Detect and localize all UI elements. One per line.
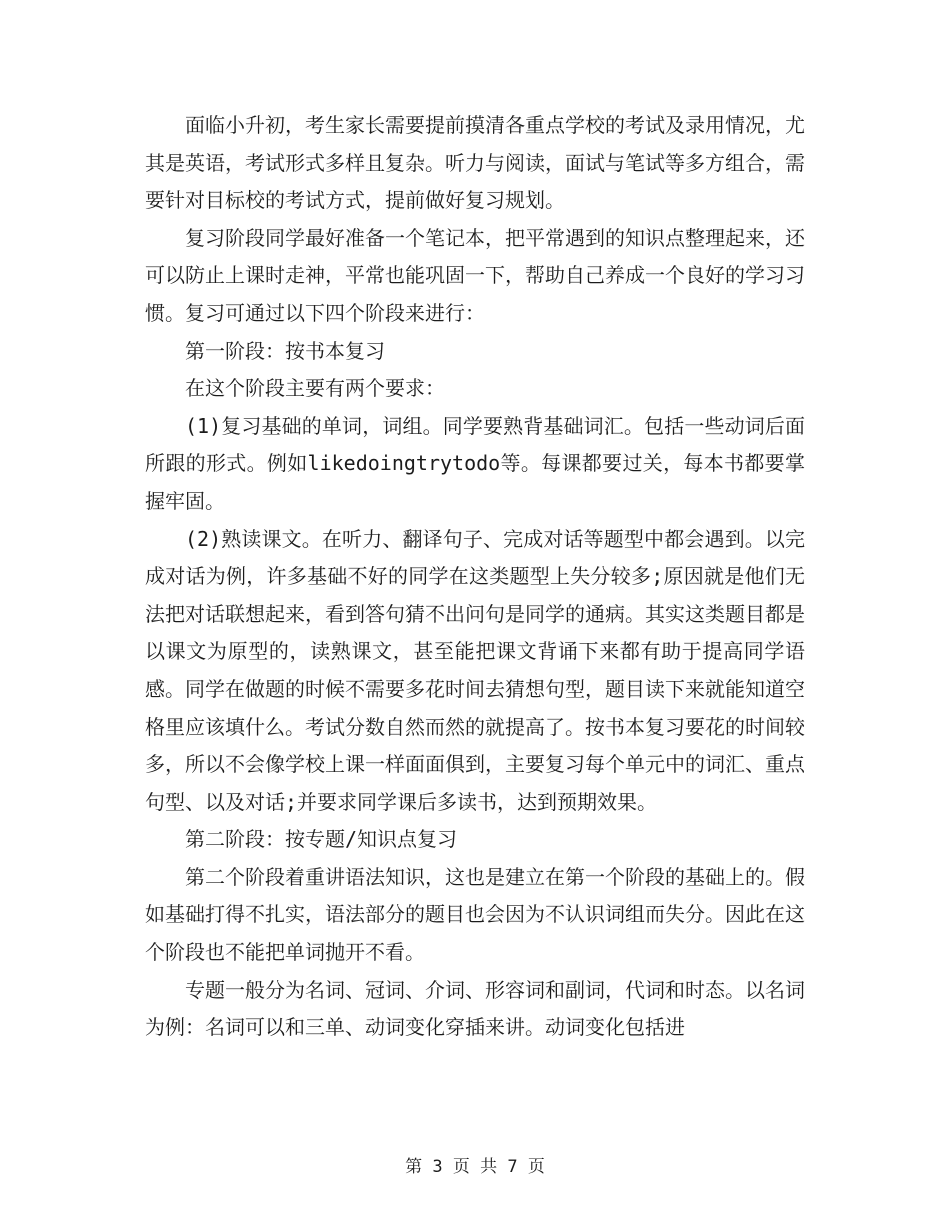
paragraph-requirement-1: (1)复习基础的单词，词组。同学要熟背基础词汇。包括一些动词后面所跟的形式。例如likedoingtrytodo等。每课都要过关，每本书都要掌握牢固。 xyxy=(145,413,805,513)
paragraph-notebook: 复习阶段同学最好准备一个笔记本，把平常遇到的知识点整理起来，还可以防止上课时走神，平常也能巩固一下，帮助自己养成一个良好的学习习惯。复习可通过以下四个阶段来进行： xyxy=(145,225,805,325)
paragraph-two-requirements: 在这个阶段主要有两个要求： xyxy=(185,376,445,401)
paragraph-topics: 专题一般分为名词、冠词、介词、形容词和副词，代词和时态。以名词为例：名词可以和三单、动词变化穿插来讲。动词变化包括进 xyxy=(145,977,805,1040)
paragraph-requirement-2: (2)熟读课文。在听力、翻译句子、完成对话等题型中都会遇到。以完成对话为例，许多基础不好的同学在这类题型上失分较多;原因就是他们无法把对话联想起来，看到答句猜不出问句是同学的通病。其实这类题目都是以课文为原型的，读熟课文，甚至能把课文背诵下来都有助于提高同学语感。同学在做题的时候不需要多花时间去猜想句型，题目读下来就能知道空格里应该填什么。考试分数自然而然的就提高了。按书本复习要花的时间较多，所以不会像学校上课一样面面俱到，主要复习每个单元中的词汇、重点句型、以及对话;并要求同学课后多读书，达到预期效果。 xyxy=(145,526,805,814)
heading-stage-one: 第一阶段：按书本复习 xyxy=(185,338,385,363)
document-body xyxy=(145,107,805,1047)
page-number-footer: 第 3 页 共 7 页 xyxy=(405,1157,545,1177)
paragraph-grammar: 第二个阶段着重讲语法知识，这也是建立在第一个阶段的基础上的。假如基础打得不扎实，语法部分的题目也会因为不认识词组而失分。因此在这个阶段也不能把单词抛开不看。 xyxy=(145,864,805,965)
heading-stage-two: 第二阶段：按专题/知识点复习 xyxy=(185,827,458,852)
paragraph-intro: 面临小升初，考生家长需要提前摸清各重点学校的考试及录用情况，尤其是英语，考试形式多样且复杂。听力与阅读，面试与笔试等多方组合，需要针对目标校的考试方式，提前做好复习规划。 xyxy=(145,113,805,213)
